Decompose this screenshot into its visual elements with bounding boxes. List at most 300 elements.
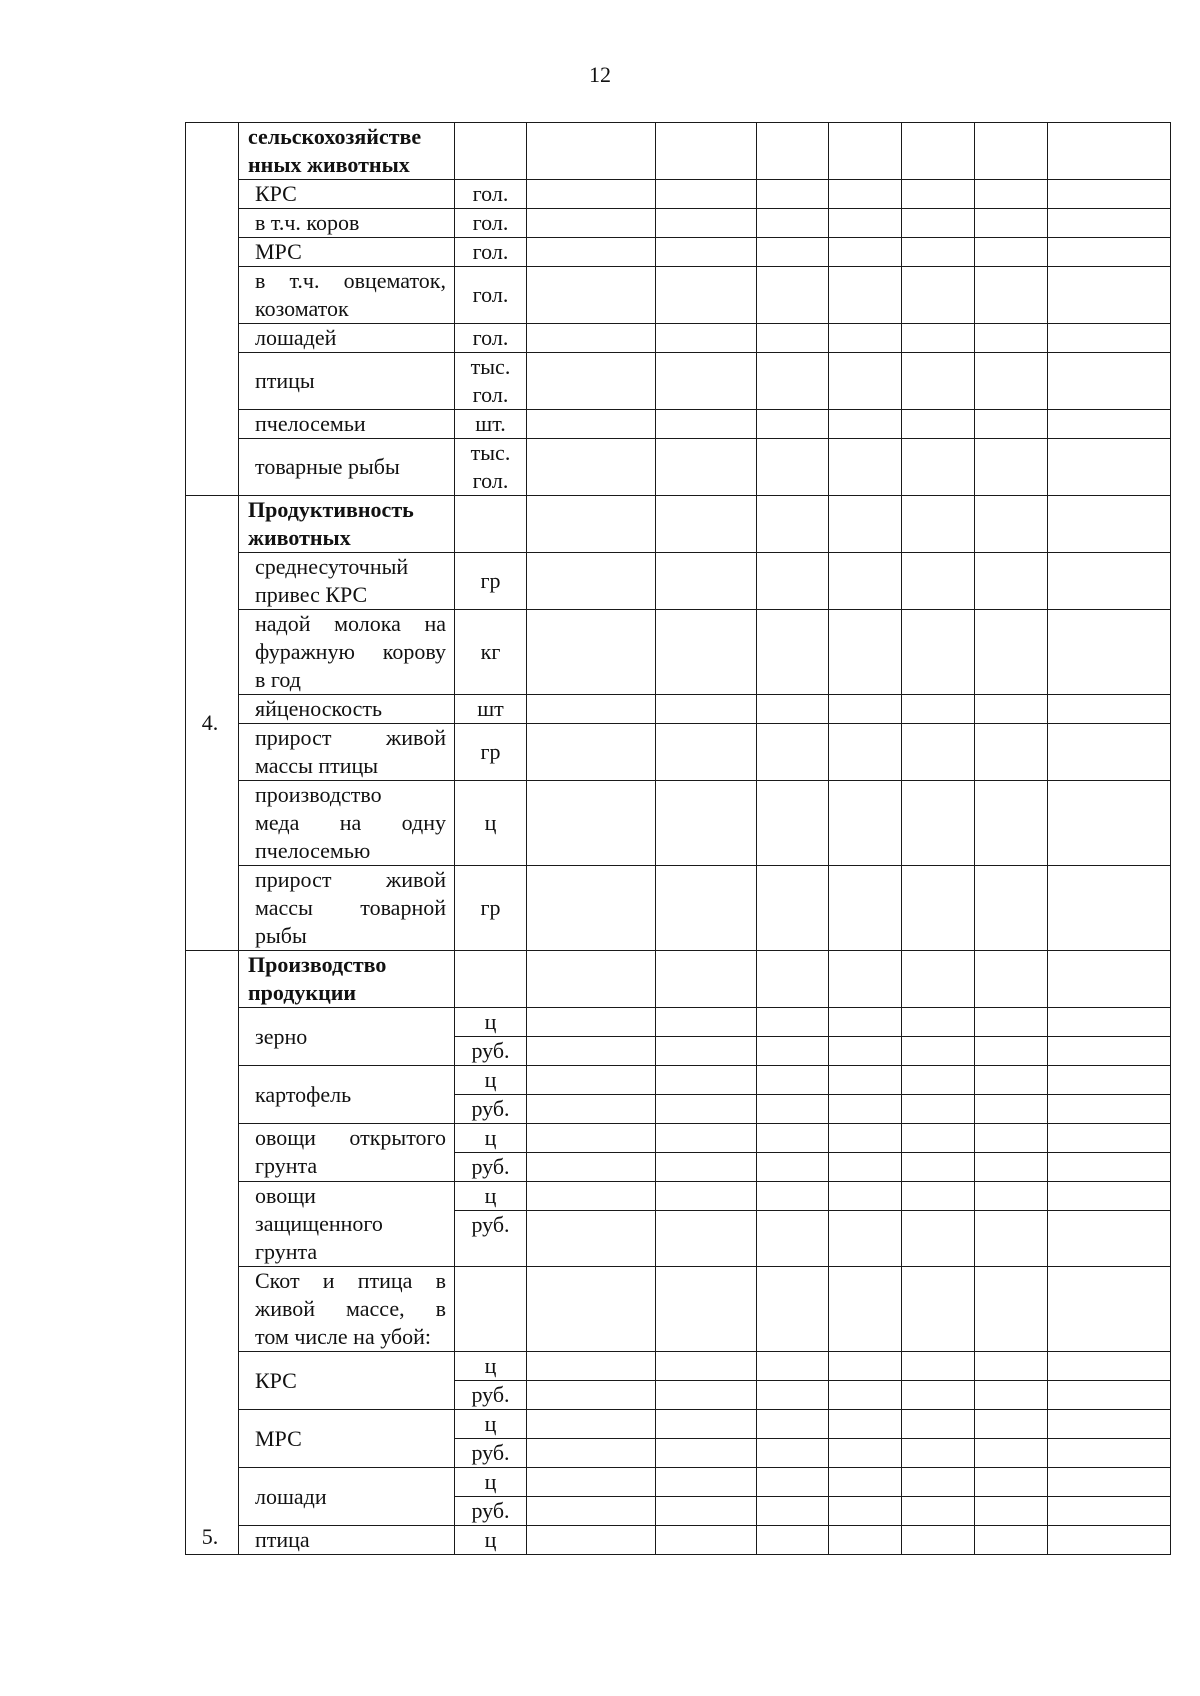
- value-cell: [757, 1381, 829, 1410]
- value-cell: [902, 1267, 975, 1352]
- value-cell: [1048, 1381, 1171, 1410]
- value-cell: [829, 1124, 902, 1153]
- value-cell: [757, 1095, 829, 1124]
- value-cell: [527, 1153, 656, 1182]
- value-cell: [975, 1066, 1048, 1095]
- value-cell: [829, 951, 902, 1008]
- value-cell: [656, 1526, 757, 1555]
- value-cell: [527, 324, 656, 353]
- value-cell: [902, 695, 975, 724]
- text-line: гол.: [472, 210, 509, 235]
- value-cell: [902, 866, 975, 951]
- section-header: [239, 123, 455, 180]
- unit-cell: [455, 1526, 527, 1555]
- text-line: руб.: [471, 1212, 510, 1237]
- value-cell: [975, 1008, 1048, 1037]
- value-cell: [1048, 553, 1171, 610]
- value-cell: [656, 496, 757, 553]
- text-line: продукции: [248, 980, 357, 1005]
- value-cell: [829, 866, 902, 951]
- value-cell: [757, 1066, 829, 1095]
- value-cell: [1048, 1153, 1171, 1182]
- value-cell: [829, 123, 902, 180]
- text-line: массы товарной: [255, 895, 446, 920]
- table-row: [186, 553, 1171, 610]
- value-cell: [829, 1037, 902, 1066]
- text-line: Производство: [248, 952, 387, 977]
- value-cell: [757, 610, 829, 695]
- value-cell: [829, 1352, 902, 1381]
- value-cell: [902, 353, 975, 410]
- value-cell: [1048, 951, 1171, 1008]
- text-line: ц: [484, 1067, 497, 1092]
- row-label: [239, 1066, 455, 1124]
- text-line: руб.: [471, 1154, 510, 1179]
- row-label: [239, 353, 455, 410]
- value-cell: [656, 781, 757, 866]
- table-row: [186, 496, 1171, 553]
- value-cell: [527, 1095, 656, 1124]
- value-cell: [527, 553, 656, 610]
- unit-cell: [455, 1497, 527, 1526]
- text-line: КРС: [255, 181, 297, 206]
- row-label: [239, 1526, 455, 1555]
- unit-cell: [455, 1182, 527, 1211]
- value-cell: [975, 951, 1048, 1008]
- value-cell: [1048, 353, 1171, 410]
- value-cell: [1048, 1211, 1171, 1267]
- value-cell: [975, 1124, 1048, 1153]
- table-row: [186, 324, 1171, 353]
- row-label: [239, 695, 455, 724]
- value-cell: [1048, 1468, 1171, 1497]
- text-line: руб.: [471, 1498, 510, 1523]
- value-cell: [656, 1008, 757, 1037]
- text-line: козоматок: [255, 296, 349, 321]
- row-label: [239, 1410, 455, 1468]
- value-cell: [757, 1267, 829, 1352]
- value-cell: [829, 1381, 902, 1410]
- row-label: [239, 610, 455, 695]
- value-cell: [902, 1352, 975, 1381]
- text-line: руб.: [471, 1382, 510, 1407]
- unit-cell: [455, 1381, 527, 1410]
- row-label: [239, 1352, 455, 1410]
- table-row: [186, 610, 1171, 695]
- text-line: гр: [480, 568, 501, 593]
- text-line: ц: [484, 1009, 497, 1034]
- value-cell: [656, 1352, 757, 1381]
- unit-cell: [455, 353, 527, 410]
- value-cell: [902, 1410, 975, 1439]
- text-line: кг: [480, 639, 501, 664]
- value-cell: [1048, 866, 1171, 951]
- unit-cell: [455, 610, 527, 695]
- value-cell: [975, 1095, 1048, 1124]
- row-label: [239, 1182, 455, 1267]
- text-line: гол.: [472, 239, 509, 264]
- value-cell: [757, 1439, 829, 1468]
- value-cell: [902, 238, 975, 267]
- text-line: Продуктивность: [248, 497, 414, 522]
- value-cell: [757, 1352, 829, 1381]
- row-label: [239, 209, 455, 238]
- text-line: ц: [484, 1125, 497, 1150]
- value-cell: [975, 496, 1048, 553]
- text-line: гол.: [472, 282, 509, 307]
- text-line: в т.ч. коров: [255, 210, 360, 235]
- value-cell: [527, 1439, 656, 1468]
- row-label: [239, 866, 455, 951]
- value-cell: [757, 1211, 829, 1267]
- text-line: товарные рыбы: [255, 454, 400, 479]
- value-cell: [656, 866, 757, 951]
- value-cell: [527, 209, 656, 238]
- value-cell: [829, 1153, 902, 1182]
- text-line: грунта: [255, 1153, 318, 1178]
- value-cell: [829, 1439, 902, 1468]
- text-line: птица: [255, 1527, 310, 1552]
- value-cell: [902, 1124, 975, 1153]
- value-cell: [902, 439, 975, 496]
- value-cell: [975, 1468, 1048, 1497]
- text-line: гр: [480, 895, 501, 920]
- value-cell: [902, 496, 975, 553]
- text-line: шт.: [475, 411, 506, 436]
- value-cell: [757, 238, 829, 267]
- row-label: [239, 1267, 455, 1352]
- value-cell: [757, 180, 829, 209]
- text-line: шт: [477, 696, 504, 721]
- value-cell: [656, 1182, 757, 1211]
- value-cell: [656, 410, 757, 439]
- table-row: [186, 1124, 1171, 1153]
- unit-cell: [455, 1410, 527, 1439]
- text-line: сельскохозяйстве: [248, 124, 422, 149]
- value-cell: [902, 1468, 975, 1497]
- value-cell: [757, 1124, 829, 1153]
- row-label: [239, 180, 455, 209]
- text-line: тыс.: [470, 440, 511, 465]
- value-cell: [902, 1526, 975, 1555]
- value-cell: [757, 695, 829, 724]
- unit-cell: [455, 1066, 527, 1095]
- value-cell: [1048, 1008, 1171, 1037]
- value-cell: [902, 324, 975, 353]
- text-line: защищенного: [255, 1211, 383, 1236]
- unit-cell: [455, 238, 527, 267]
- value-cell: [902, 1381, 975, 1410]
- unit-cell: [455, 209, 527, 238]
- value-cell: [757, 267, 829, 324]
- value-cell: [527, 1124, 656, 1153]
- value-cell: [656, 1267, 757, 1352]
- table-row: [186, 781, 1171, 866]
- value-cell: [527, 1182, 656, 1211]
- row-label: [239, 1008, 455, 1066]
- value-cell: [527, 238, 656, 267]
- value-cell: [757, 1497, 829, 1526]
- value-cell: [975, 610, 1048, 695]
- value-cell: [1048, 1037, 1171, 1066]
- text-line: в год: [255, 667, 301, 692]
- row-label: [239, 724, 455, 781]
- value-cell: [527, 695, 656, 724]
- value-cell: [975, 267, 1048, 324]
- value-cell: [829, 610, 902, 695]
- table-row: [186, 866, 1171, 951]
- text-line: лошади: [255, 1483, 327, 1509]
- value-cell: [656, 1410, 757, 1439]
- value-cell: [757, 410, 829, 439]
- value-cell: [902, 951, 975, 1008]
- unit-cell: [455, 724, 527, 781]
- value-cell: [1048, 209, 1171, 238]
- value-cell: [975, 209, 1048, 238]
- value-cell: [829, 1526, 902, 1555]
- value-cell: [1048, 1182, 1171, 1211]
- unit-cell: [455, 410, 527, 439]
- row-label: [239, 553, 455, 610]
- value-cell: [975, 439, 1048, 496]
- indicators-table: [185, 122, 1171, 1555]
- value-cell: [902, 1095, 975, 1124]
- unit-cell: [455, 866, 527, 951]
- text-line: тыс.: [470, 354, 511, 379]
- value-cell: [975, 866, 1048, 951]
- value-cell: [975, 1526, 1048, 1555]
- table-row: [186, 1182, 1171, 1211]
- value-cell: [757, 1153, 829, 1182]
- value-cell: [757, 123, 829, 180]
- value-cell: [902, 1008, 975, 1037]
- row-label: [239, 267, 455, 324]
- text-line: руб.: [471, 1096, 510, 1121]
- value-cell: [975, 553, 1048, 610]
- value-cell: [656, 610, 757, 695]
- table-row: [186, 123, 1171, 180]
- value-cell: [975, 1037, 1048, 1066]
- value-cell: [902, 1211, 975, 1267]
- table-row: [186, 695, 1171, 724]
- table-row: [186, 1008, 1171, 1037]
- value-cell: [829, 781, 902, 866]
- value-cell: [527, 1066, 656, 1095]
- value-cell: [975, 695, 1048, 724]
- value-cell: [1048, 1497, 1171, 1526]
- value-cell: [829, 1095, 902, 1124]
- value-cell: [829, 1497, 902, 1526]
- value-cell: [757, 353, 829, 410]
- value-cell: [527, 353, 656, 410]
- section-header: [239, 496, 455, 553]
- value-cell: [656, 1439, 757, 1468]
- value-cell: [757, 724, 829, 781]
- value-cell: [829, 267, 902, 324]
- text-line: руб.: [471, 1440, 510, 1465]
- text-line: меда на одну: [255, 810, 446, 835]
- unit-cell: [455, 324, 527, 353]
- value-cell: [975, 123, 1048, 180]
- value-cell: [829, 724, 902, 781]
- row-label: [239, 781, 455, 866]
- value-cell: [829, 1468, 902, 1497]
- value-cell: [902, 1182, 975, 1211]
- value-cell: [757, 209, 829, 238]
- value-cell: [656, 1497, 757, 1526]
- value-cell: [829, 209, 902, 238]
- text-line: овощи открытого: [255, 1125, 446, 1150]
- value-cell: [656, 238, 757, 267]
- value-cell: [829, 324, 902, 353]
- text-line: руб.: [471, 1038, 510, 1063]
- value-cell: [656, 353, 757, 410]
- value-cell: [757, 1008, 829, 1037]
- value-cell: [975, 324, 1048, 353]
- text-line: гол.: [472, 181, 509, 206]
- value-cell: [527, 267, 656, 324]
- value-cell: [1048, 1439, 1171, 1468]
- value-cell: [902, 724, 975, 781]
- value-cell: [527, 1037, 656, 1066]
- text-line: том числе на убой:: [255, 1324, 431, 1349]
- value-cell: [1048, 496, 1171, 553]
- value-cell: [975, 1352, 1048, 1381]
- value-cell: [656, 180, 757, 209]
- text-line: массы птицы: [255, 753, 379, 778]
- value-cell: [1048, 695, 1171, 724]
- text-line: рыбы: [255, 923, 307, 948]
- value-cell: [902, 1153, 975, 1182]
- value-cell: [829, 1182, 902, 1211]
- value-cell: [656, 1124, 757, 1153]
- text-line: гол.: [472, 468, 509, 493]
- value-cell: [1048, 1352, 1171, 1381]
- unit-cell: [455, 123, 527, 180]
- value-cell: [656, 209, 757, 238]
- value-cell: [902, 781, 975, 866]
- value-cell: [902, 267, 975, 324]
- value-cell: [757, 1468, 829, 1497]
- value-cell: [1048, 724, 1171, 781]
- value-cell: [975, 1410, 1048, 1439]
- value-cell: [527, 951, 656, 1008]
- value-cell: [829, 1066, 902, 1095]
- text-line: гол.: [472, 382, 509, 407]
- value-cell: [656, 1211, 757, 1267]
- text-line: Скот и птица в: [255, 1268, 446, 1293]
- value-cell: [1048, 123, 1171, 180]
- value-cell: [1048, 781, 1171, 866]
- value-cell: [902, 123, 975, 180]
- value-cell: [527, 781, 656, 866]
- value-cell: [656, 695, 757, 724]
- value-cell: [975, 781, 1048, 866]
- text-line: в т.ч. овцематок,: [255, 268, 446, 293]
- value-cell: [527, 1211, 656, 1267]
- unit-cell: [455, 1124, 527, 1153]
- text-line: прирост живой: [255, 725, 446, 750]
- unit-cell: [455, 496, 527, 553]
- text-line: живой массе, в: [255, 1296, 446, 1321]
- value-cell: [975, 1439, 1048, 1468]
- value-cell: [975, 724, 1048, 781]
- value-cell: [757, 439, 829, 496]
- text-line: фуражную корову: [255, 639, 446, 664]
- unit-cell: [455, 439, 527, 496]
- table-row: [186, 951, 1171, 1008]
- text-line: ц: [484, 810, 497, 835]
- table-row: [186, 180, 1171, 209]
- value-cell: [757, 866, 829, 951]
- text-line: пчелосемьи: [255, 411, 366, 436]
- value-cell: [527, 1267, 656, 1352]
- section-header: [239, 951, 455, 1008]
- text-line: производство: [255, 782, 382, 807]
- value-cell: [902, 1037, 975, 1066]
- value-cell: [829, 1211, 902, 1267]
- value-cell: [527, 1008, 656, 1037]
- value-cell: [527, 180, 656, 209]
- value-cell: [975, 410, 1048, 439]
- value-cell: [527, 496, 656, 553]
- value-cell: [902, 209, 975, 238]
- unit-cell: [455, 1153, 527, 1182]
- text-line: животных: [248, 525, 351, 550]
- text-line: грунта: [255, 1239, 318, 1264]
- text-line: картофель: [255, 1081, 352, 1107]
- value-cell: [829, 1410, 902, 1439]
- unit-cell: [455, 695, 527, 724]
- value-cell: [902, 553, 975, 610]
- value-cell: [757, 553, 829, 610]
- value-cell: [1048, 439, 1171, 496]
- value-cell: [527, 724, 656, 781]
- value-cell: [902, 1497, 975, 1526]
- table-row: [186, 267, 1171, 324]
- table-row: [186, 1410, 1171, 1439]
- text-line: яйценоскость: [255, 696, 383, 721]
- text-line: гр: [480, 739, 501, 764]
- value-cell: [1048, 410, 1171, 439]
- value-cell: [527, 1497, 656, 1526]
- value-cell: [1048, 1124, 1171, 1153]
- value-cell: [527, 410, 656, 439]
- value-cell: [757, 1182, 829, 1211]
- value-cell: [527, 1381, 656, 1410]
- value-cell: [829, 496, 902, 553]
- value-cell: [527, 1410, 656, 1439]
- value-cell: [902, 180, 975, 209]
- row-label: [239, 439, 455, 496]
- value-cell: [1048, 1410, 1171, 1439]
- value-cell: [902, 1439, 975, 1468]
- value-cell: [656, 123, 757, 180]
- value-cell: [656, 1095, 757, 1124]
- value-cell: [656, 1066, 757, 1095]
- value-cell: [829, 553, 902, 610]
- text-line: пчелосемью: [255, 838, 371, 863]
- value-cell: [527, 1352, 656, 1381]
- table-row: [186, 353, 1171, 410]
- row-label: [239, 1468, 455, 1526]
- value-cell: [975, 1267, 1048, 1352]
- unit-cell: [455, 1211, 527, 1267]
- value-cell: [829, 1008, 902, 1037]
- value-cell: [757, 1037, 829, 1066]
- table-row: [186, 1526, 1171, 1555]
- unit-cell: [455, 1352, 527, 1381]
